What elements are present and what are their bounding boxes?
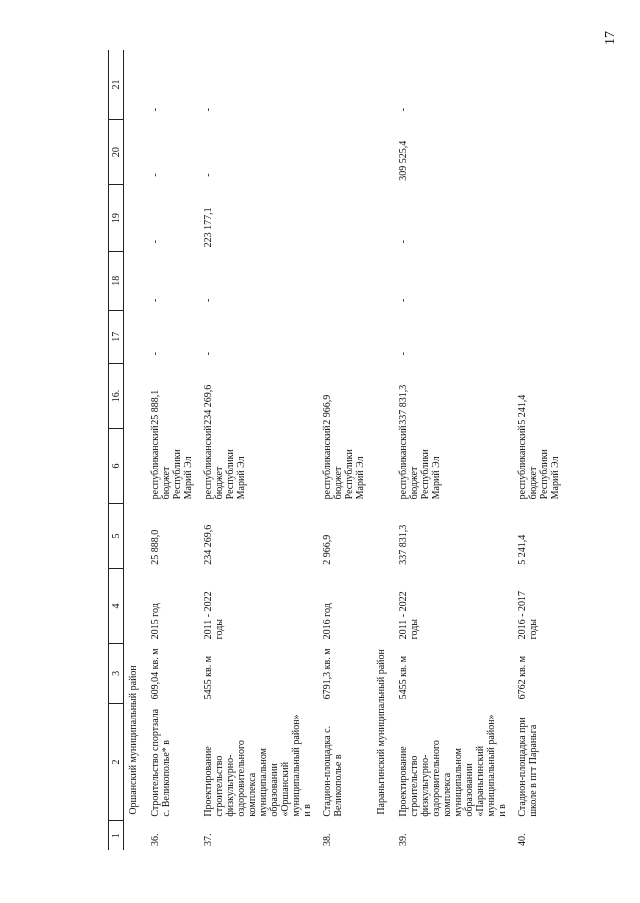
period: 2011 - 2022 годы <box>398 591 420 640</box>
value-20 <box>319 119 372 184</box>
funding-source: республиканский бюджет Республики Марий Эл <box>517 425 561 500</box>
period: 2016 - 2017 годы <box>517 591 539 640</box>
col-header: 19 <box>109 185 124 252</box>
row-number: 38. <box>322 833 333 846</box>
value-21: - <box>398 108 409 112</box>
value-16: 234 269,6 <box>203 384 214 425</box>
region-title: Оршанский муниципальный район <box>128 665 139 815</box>
table-row <box>147 50 200 850</box>
name-mark-2: в <box>302 804 313 809</box>
value-19: - <box>150 240 161 244</box>
funding-source: республиканский бюджет Республики Марий Эл <box>398 425 442 500</box>
object-name-text: Строительство спортзала с. Великополье* <box>150 708 172 817</box>
col-header: 20 <box>109 119 124 184</box>
col-header: 6 <box>109 429 124 504</box>
capacity: 5455 кв. м <box>203 655 214 700</box>
table-row <box>514 50 567 850</box>
column-number-row <box>109 50 124 850</box>
row-number: 40. <box>517 833 528 846</box>
object-name-text: Проектирование строительство физкультурно-оздоровительного комплекса муниципальном образовании «Параньгинский муниципальный район» <box>398 714 497 817</box>
col-header: 3 <box>109 643 124 703</box>
value-17 <box>514 310 567 363</box>
value-17: - <box>398 352 409 356</box>
row-number: 37. <box>203 833 214 846</box>
name-mark: и <box>497 811 508 817</box>
total-cost: 234 269,6 <box>203 524 214 565</box>
region-row <box>124 50 148 850</box>
total-cost: 25 888,0 <box>150 529 161 565</box>
value-18: - <box>150 298 161 303</box>
region-row <box>372 50 395 850</box>
period: 2015 год <box>150 603 161 640</box>
capacity: 6791,3 кв. м <box>322 648 333 700</box>
rotated-table-container <box>108 50 561 850</box>
value-21 <box>514 50 567 119</box>
value-17 <box>319 310 372 363</box>
table-row <box>200 50 319 850</box>
object-name <box>514 703 567 820</box>
object-name <box>319 703 372 820</box>
value-20 <box>514 119 567 184</box>
region-title: Параньгинский муниципальный район <box>376 649 387 815</box>
value-19 <box>514 185 567 252</box>
object-name-text: Проектирование строительство физкультурно-оздоровительного комплекса муниципальном образовании «Оршанский муниципальный район» <box>203 714 302 817</box>
table-row <box>319 50 372 850</box>
total-cost: 5 241,4 <box>517 534 528 565</box>
name-mark: в <box>333 754 344 760</box>
value-18: - <box>203 298 214 303</box>
value-18: - <box>398 298 409 303</box>
total-cost: 337 831,3 <box>398 524 409 565</box>
funding-source: республиканский бюджет Республики Марий Эл <box>150 425 194 500</box>
budget-table <box>108 50 567 850</box>
col-header: 17 <box>109 310 124 363</box>
capacity: 609,04 кв. м <box>150 648 161 700</box>
col-header: 4 <box>109 569 124 644</box>
col-header: 5 <box>109 503 124 568</box>
capacity: 5455 кв. м <box>398 655 409 700</box>
value-16: 2 966,9 <box>322 394 333 425</box>
value-19: 223 177,1 <box>203 207 214 248</box>
name-mark: и <box>302 811 313 817</box>
value-19 <box>319 185 372 252</box>
page-number: 17 <box>603 31 618 45</box>
value-20: - <box>150 173 161 177</box>
object-name-text: Стадион-площадка с. Великополье <box>322 725 344 817</box>
name-mark-2: в <box>497 804 508 809</box>
total-cost: 2 966,9 <box>322 534 333 565</box>
col-header: 2 <box>109 703 124 820</box>
period: 2011 - 2022 годы <box>203 591 225 640</box>
row-number: 36. <box>150 833 161 846</box>
value-16: 5 241,4 <box>517 394 528 425</box>
object-name <box>147 703 200 820</box>
value-21 <box>319 50 372 119</box>
capacity: 6762 кв. м <box>517 655 528 700</box>
funding-source: республиканский бюджет Республики Марий Эл <box>203 425 247 500</box>
object-name <box>395 703 514 820</box>
value-18 <box>319 251 372 310</box>
value-17: - <box>150 352 161 356</box>
table-row <box>395 50 514 850</box>
value-18 <box>514 251 567 310</box>
value-16: 337 831,3 <box>398 384 409 425</box>
value-20: - <box>203 173 214 177</box>
value-21: - <box>150 108 161 112</box>
col-header: 21 <box>109 50 124 119</box>
col-header: 18 <box>109 251 124 310</box>
object-name <box>200 703 319 820</box>
period: 2016 год <box>322 603 333 640</box>
funding-source: республиканский бюджет Республики Марий Эл <box>322 425 366 500</box>
value-20: 309 525,4 <box>398 140 409 181</box>
value-16: 25 888,1 <box>150 389 161 425</box>
col-header: 1 <box>109 821 124 850</box>
value-17: - <box>203 352 214 356</box>
col-header: 16. <box>109 363 124 428</box>
value-19: - <box>398 240 409 244</box>
value-21: - <box>203 108 214 112</box>
object-name-text: Стадион-площадка при школе в пгт Параньга <box>517 717 539 817</box>
name-mark: в <box>161 739 172 745</box>
row-number: 39. <box>398 833 409 846</box>
